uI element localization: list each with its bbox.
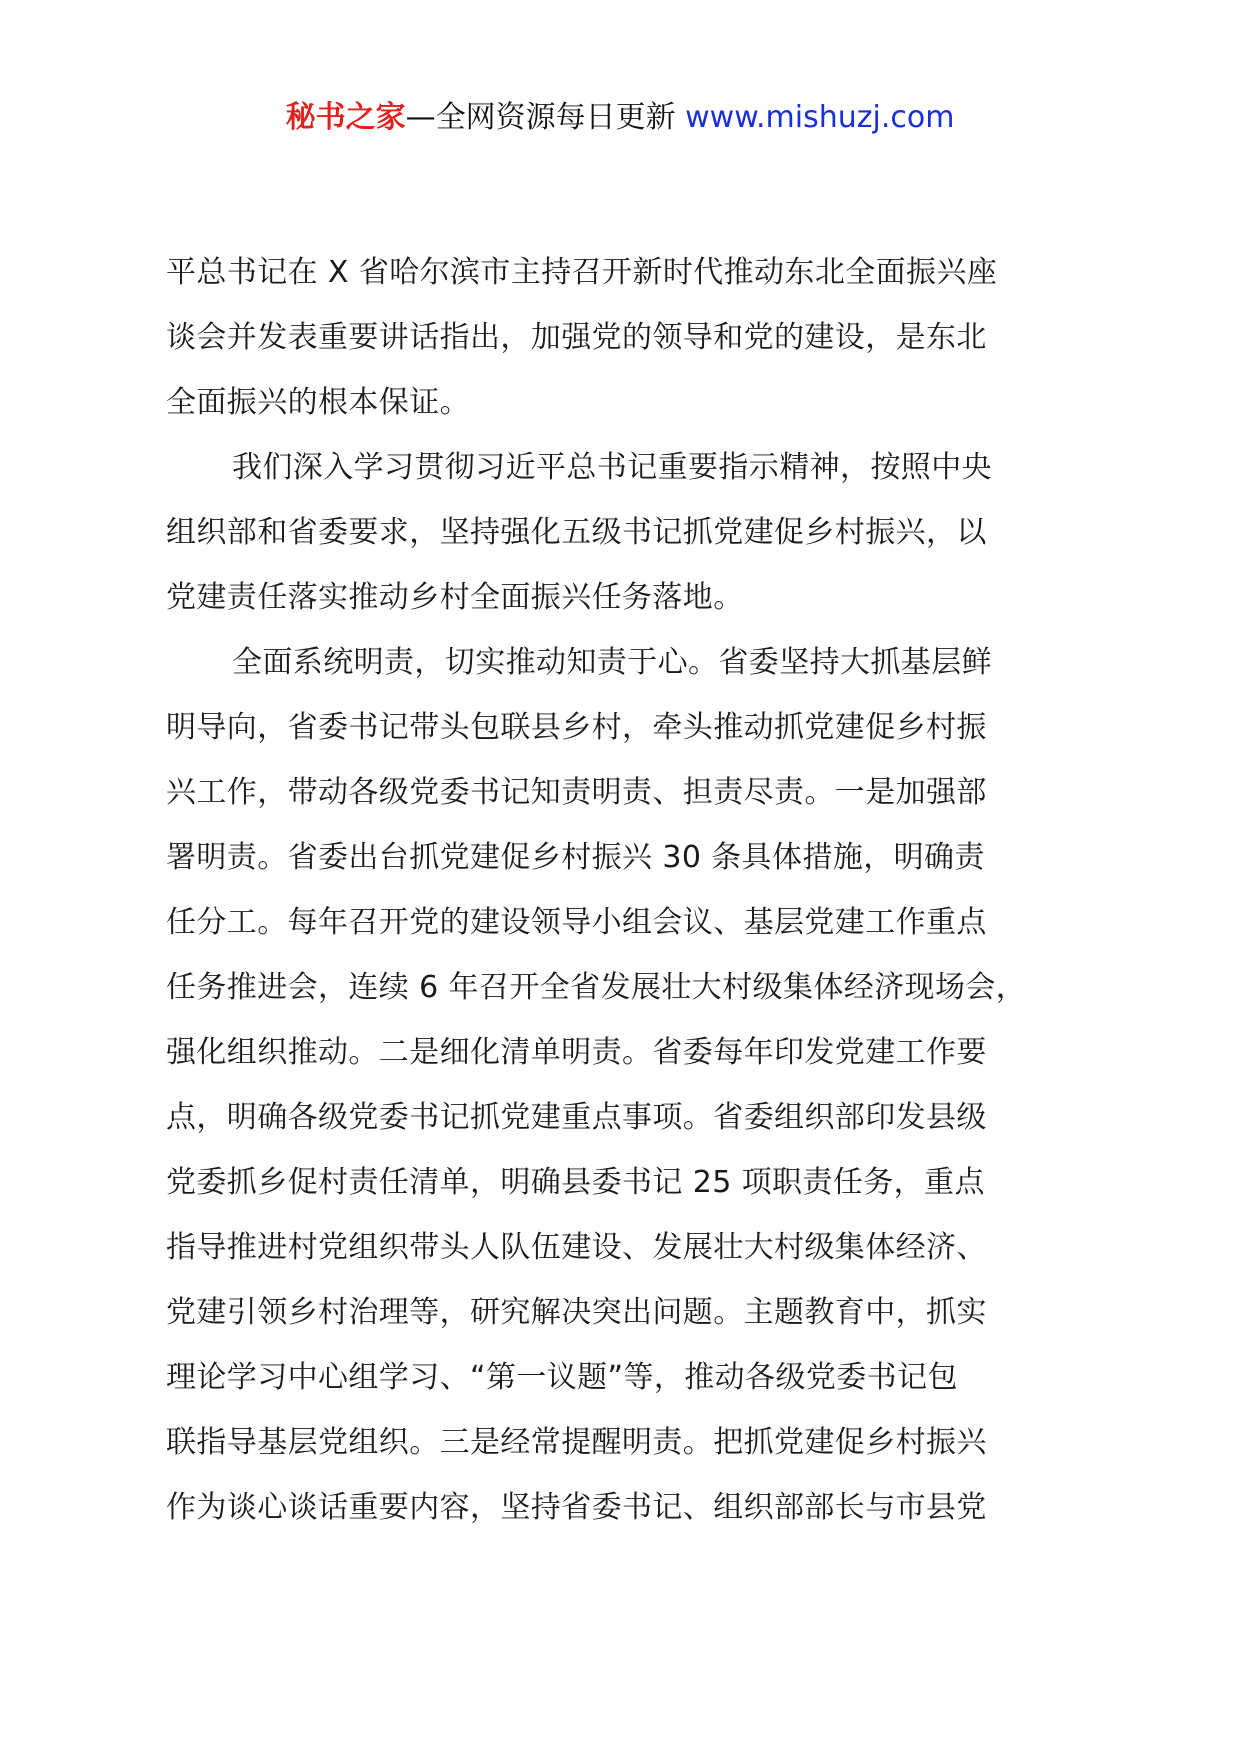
text-line: 谈会并发表重要讲话指出，加强党的领导和党的建设，是东北 (166, 320, 987, 355)
header-brand: 秘书之家 (285, 100, 406, 135)
text-line: 平总书记在 X 省哈尔滨市主持召开新时代推动东北全面振兴座 (166, 255, 998, 290)
text-line: 任分工。每年召开党的建设领导小组会议、基层党建工作重点 (166, 905, 987, 940)
paragraph (166, 435, 1106, 630)
header-url-link[interactable]: www.mishuzj.com (685, 100, 955, 135)
text-line: 署明责。省委出台抓党建促乡村振兴 30 条具体措施，明确责 (166, 840, 985, 875)
paragraph (166, 240, 1106, 435)
text-line: 联指导基层党组织。三是经常提醒明责。把抓党建促乡村振兴 (166, 1425, 987, 1460)
text-line: 党建责任落实推动乡村全面振兴任务落地。 (166, 580, 744, 615)
header-slogan: —全网资源每日更新 (405, 100, 676, 135)
page-header (0, 98, 1240, 138)
text-line: 理论学习中心组学习、“第一议题”等，推动各级党委书记包 (166, 1360, 958, 1395)
text-line: 作为谈心谈话重要内容，坚持省委书记、组织部部长与市县党 (166, 1490, 987, 1525)
document-body (166, 240, 1106, 1540)
text-line: 全面系统明责，切实推动知责于心。省委坚持大抓基层鲜 (232, 645, 992, 680)
text-line: 兴工作，带动各级党委书记知责明责、担责尽责。一是加强部 (166, 775, 987, 810)
text-line: 党建引领乡村治理等，研究解决突出问题。主题教育中，抓实 (166, 1295, 987, 1330)
text-line: 点，明确各级党委书记抓党建重点事项。省委组织部印发县级 (166, 1100, 987, 1135)
paragraph (166, 630, 1106, 1540)
text-line: 强化组织推动。二是细化清单明责。省委每年印发党建工作要 (166, 1035, 987, 1070)
text-line: 明导向，省委书记带头包联县乡村，牵头推动抓党建促乡村振 (166, 710, 987, 745)
text-line: 全面振兴的根本保证。 (166, 385, 470, 420)
text-line: 党委抓乡促村责任清单，明确县委书记 25 项职责任务，重点 (166, 1165, 985, 1200)
text-line: 组织部和省委要求，坚持强化五级书记抓党建促乡村振兴，以 (166, 515, 987, 550)
text-line: 指导推进村党组织带头人队伍建设、发展壮大村级集体经济、 (166, 1230, 987, 1265)
text-line: 我们深入学习贯彻习近平总书记重要指示精神，按照中央 (232, 450, 992, 485)
text-line: 任务推进会，连续 6 年召开全省发展壮大村级集体经济现场会， (166, 970, 1027, 1005)
